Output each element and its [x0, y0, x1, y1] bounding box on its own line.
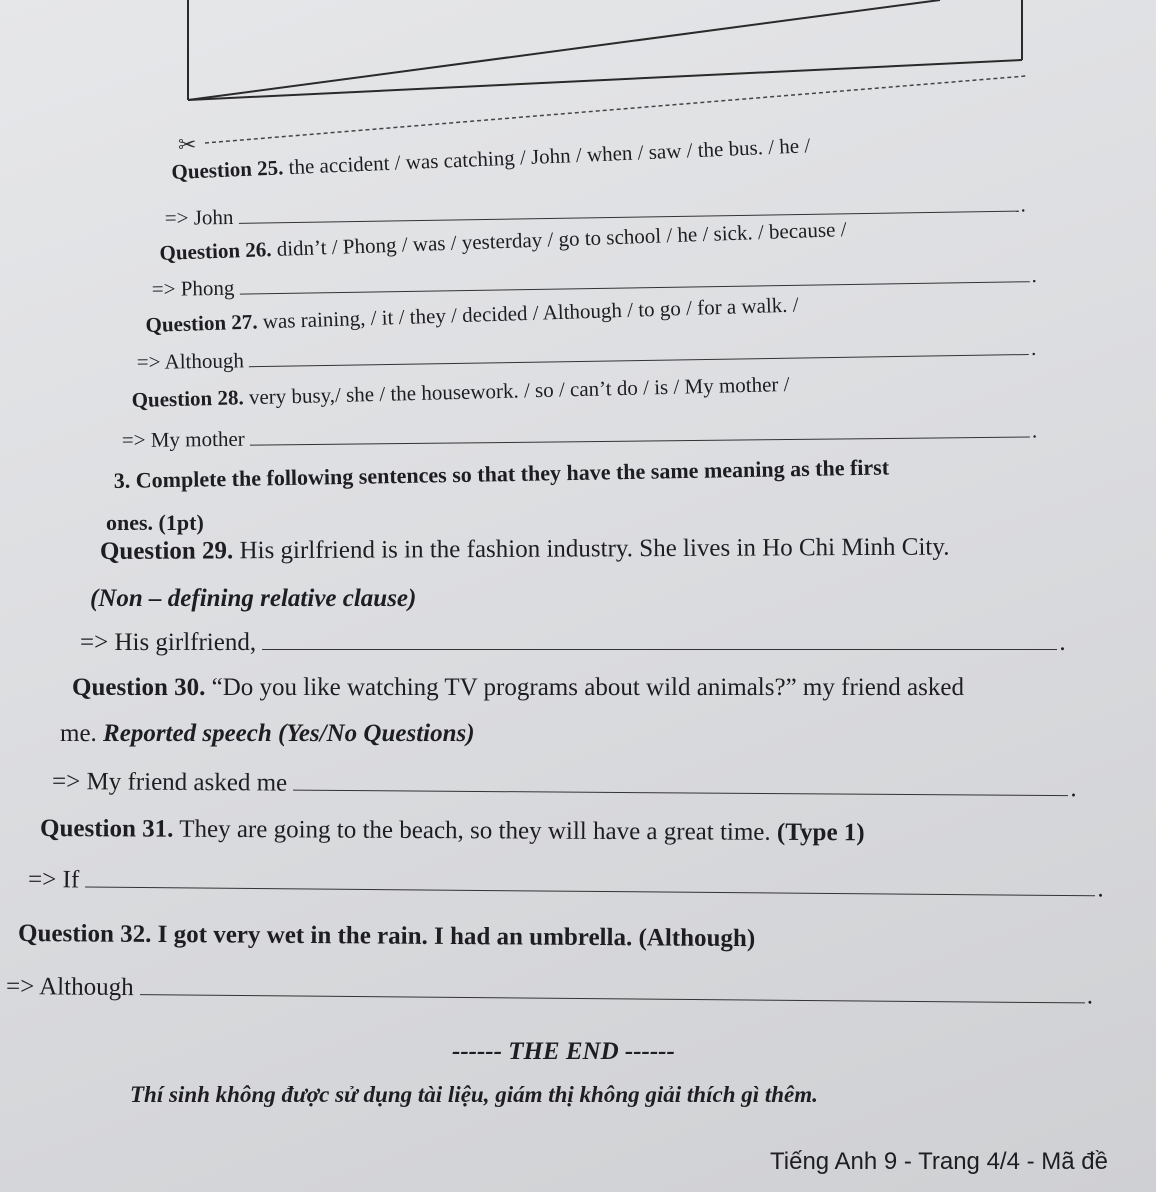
answer-27	[137, 336, 1037, 375]
answer-start: => Although	[6, 973, 134, 1002]
question-31-hint: (Type 1)	[776, 818, 865, 847]
answer-blank[interactable]	[293, 772, 1068, 796]
question-30-hint: Reported speech (Yes/No Questions)	[103, 720, 475, 747]
period: .	[1097, 875, 1104, 903]
question-number: Question 31.	[40, 815, 174, 843]
answer-blank[interactable]	[239, 263, 1029, 294]
answer-start: => John	[164, 204, 234, 231]
question-number: Question 30.	[72, 674, 206, 701]
answer-start: => His girlfriend,	[80, 629, 257, 656]
answer-blank[interactable]	[238, 193, 1018, 224]
period: .	[1059, 629, 1066, 656]
answer-blank[interactable]	[249, 336, 1029, 367]
scissors-icon: ✂	[178, 133, 197, 158]
answer-28	[122, 418, 1038, 453]
question-29	[100, 534, 950, 566]
question-number: Question 26.	[159, 237, 272, 266]
answer-32	[6, 973, 1093, 1010]
section-3-heading-line1: 3. Complete the following sentences so that they have the same meaning as the first	[113, 454, 890, 494]
period: .	[1031, 418, 1038, 443]
answer-start: => If	[28, 866, 80, 894]
question-text: His girlfriend is in the fashion industry. She lives in Ho Chi Minh City.	[239, 533, 950, 565]
answer-29	[80, 629, 1066, 657]
page-footer: Tiếng Anh 9 - Trang 4/4 - Mã đề	[770, 1148, 1108, 1175]
question-words: the accident / was catching / John / when / saw / the bus. / he /	[288, 133, 811, 180]
question-31	[40, 815, 865, 847]
question-number: Question 28.	[131, 385, 244, 413]
period: .	[1031, 263, 1038, 288]
top-diagram	[0, 0, 1156, 160]
question-29-hint: (Non – defining relative clause)	[90, 585, 417, 612]
diagram-line	[188, 0, 940, 100]
period: .	[1086, 982, 1094, 1010]
question-number: Question 32.	[18, 920, 152, 948]
period: .	[1020, 192, 1026, 217]
question-32	[18, 920, 755, 953]
question-number: Question 29.	[99, 537, 234, 565]
question-32-hint: (Although)	[638, 924, 756, 953]
question-words: was raining, / it / they / decided / Although / to go / for a walk. /	[262, 292, 799, 334]
answer-start: => My friend asked me	[52, 768, 288, 797]
answer-blank[interactable]	[262, 631, 1057, 650]
answer-start: => Phong	[151, 275, 235, 302]
question-30-line2	[60, 720, 475, 748]
answer-30	[52, 768, 1077, 803]
question-30	[72, 674, 964, 702]
answer-blank[interactable]	[250, 418, 1030, 445]
answer-blank[interactable]	[85, 869, 1095, 897]
question-text: They are going to the beach, so they will have a great time.	[179, 815, 771, 846]
period: .	[1070, 775, 1077, 803]
exam-notice: Thí sinh không được sử dụng tài liệu, giám thị không giải thích gì thêm.	[130, 1082, 818, 1107]
the-end: ------ THE END ------	[452, 1038, 675, 1065]
diagram-line	[188, 60, 1022, 100]
answer-start: => Although	[136, 348, 245, 375]
question-number: Question 25.	[170, 155, 284, 185]
question-words: didn’t / Phong / was / yesterday / go to school / he / sick. / because /	[276, 217, 847, 261]
question-28	[131, 372, 789, 413]
answer-start: => My mother	[121, 426, 245, 453]
question-text: I got very wet in the rain. I had an umbrella.	[157, 920, 633, 952]
answer-31	[28, 866, 1104, 903]
section-3-heading-line2: ones. (1pt)	[106, 510, 204, 535]
period: .	[1030, 335, 1037, 360]
question-text-cont: me.	[60, 720, 97, 747]
question-words: very busy,/ she / the housework. / so / can’t do / is / My mother /	[248, 371, 790, 410]
answer-26	[152, 263, 1037, 302]
answer-blank[interactable]	[140, 976, 1085, 1003]
question-text: “Do you like watching TV programs about wild animals?” my friend asked	[211, 674, 964, 701]
cut-dashed-line	[205, 76, 1026, 143]
question-number: Question 27.	[145, 309, 258, 338]
